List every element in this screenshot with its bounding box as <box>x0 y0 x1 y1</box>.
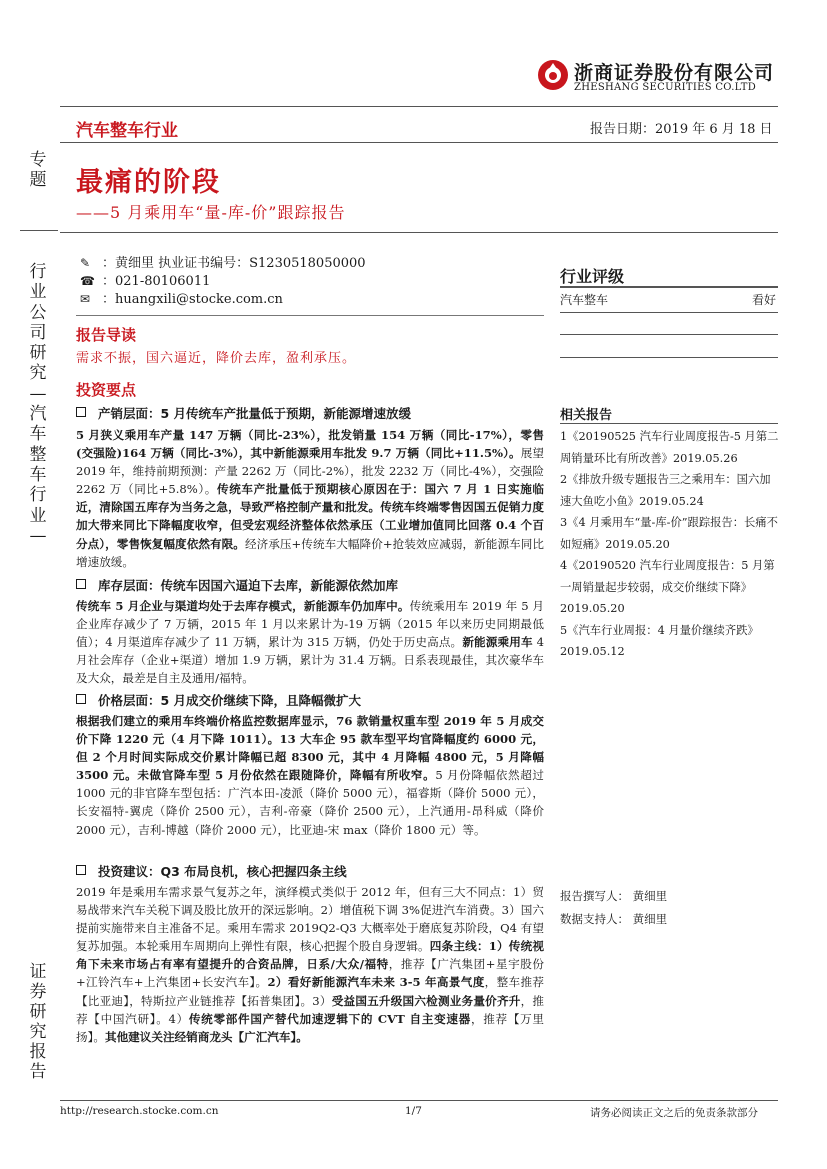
paragraph-run: 根据我们建立的乘用车终端价格监控数据库显示，76 款销量权重车型 2019 年 5 月成交价下降 1220 元（4 月下降 1011）。13 大车企 95 款车型平均官降幅度约 6000 元，但 2 个月时间实际成交价累计降幅已超 8300 元，其中 4 月降幅 4800 元，5 月降幅 3500 元。未做官降车型 5 月份依然在跟随降价，降幅有所收窄。 <box>76 714 544 783</box>
paragraph-run: 5 月狭义乘用车产量 147 万辆（同比-23%），批发销量 154 万辆（同比-17%），零售(交强险)164 万辆（同比-3%），其中新能源乘用车批发 9.7 万辆（同比+11.5%）。 <box>76 428 544 461</box>
rating-title: 行业评级 <box>560 267 625 286</box>
phone-icon: ☎ <box>80 274 95 288</box>
highlight-body-3 <box>76 712 544 839</box>
checkbox-icon <box>76 865 86 875</box>
highlight-body-1 <box>76 426 544 571</box>
rating-top-line <box>560 286 778 288</box>
analyst-phone: ：021-80106011 <box>102 274 211 289</box>
paragraph-run: 传统乘用车 2019 年 5 月企业库存减少了 7 万辆，2015 年 1 月以来累计为-19 万辆（2015 年以来历史同期最低值）；4 月渠道库存减少了 11 万辆，累计为 315 万辆，仍处于历史高点。 <box>76 599 544 650</box>
analyst-email[interactable]: ：huangxili@stocke.com.cn <box>102 292 283 307</box>
header-divider <box>60 106 778 107</box>
pen-icon: ✎ <box>80 256 91 270</box>
paragraph-run: ，整车推荐【比亚迪】，特斯拉产业链推荐【拓普集团】。3） <box>76 975 544 1008</box>
rating-line-2 <box>560 334 778 335</box>
side-label-topic: 专题 <box>29 150 47 190</box>
checkbox-icon <box>76 579 86 589</box>
related-report-item[interactable]: 5《汽车行业周报：4 月量价继续齐跌》2019.05.12 <box>560 623 759 658</box>
subtitle-divider <box>60 232 778 233</box>
paragraph-run: ，推荐【万里扬】。 <box>76 1011 544 1044</box>
related-report-item[interactable]: 2《排放升级专题报告三之乘用车：国六加速大鱼吃小鱼》2019.05.24 <box>560 473 771 508</box>
company-name-cn: 浙商证券股份有限公司 <box>574 62 775 84</box>
footer-url[interactable]: http://research.stocke.com.cn <box>60 1105 219 1117</box>
email-line <box>80 291 283 308</box>
related-report-item[interactable]: 3《4 月乘用车“量-库-价”跟踪报告：长痛不如短痛》2019.05.20 <box>560 516 778 551</box>
rating-row <box>560 291 776 308</box>
rating-line-3 <box>560 357 778 358</box>
report-date: 报告日期：2019 年 6 月 18 日 <box>590 122 773 137</box>
report-subtitle: ——5 月乘用车“量-库-价”跟踪报告 <box>76 203 346 222</box>
checkbox-icon <box>76 407 86 417</box>
guide-text: 需求不振，国六逼近，降价去库，盈利承压。 <box>76 351 357 366</box>
related-report-item[interactable]: 1《20190525 汽车行业周度报告-5 月第二周销量环比有所改善》2019.05.26 <box>560 430 779 465</box>
highlights-title: 投资要点 <box>76 381 137 399</box>
title-divider <box>60 142 778 143</box>
paragraph-run: 传统车 5 月企业与渠道均处于去库存模式，新能源车仍加库中。 <box>76 599 410 613</box>
contact-divider <box>76 315 544 316</box>
company-logo-icon <box>536 58 570 92</box>
side-label-report-type: 证券研究报告 <box>29 962 47 1082</box>
phone-line <box>80 273 210 290</box>
paragraph-run: 其他建议关注经销商龙头【广汇汽车】。 <box>104 1029 308 1044</box>
highlight-head-4: 投资建议：Q3 布局良机，核心把握四条主线 <box>76 862 347 880</box>
rating-line-1 <box>560 312 778 313</box>
page-number: 1/7 <box>405 1105 422 1117</box>
paragraph-run: 2019 年是乘用车需求景气复苏之年，演绎模式类似于 2012 年，但有三大不同点：1）贸易战带来汽车关税下调及股比放开的深远影响。2）增值税下调 3%促进汽车消费。3）国六提前实施带来自主准备不足。乘用车需求 2019Q2-Q3 大概率处于磨底复苏阶段，Q4 有望复苏加强。本轮乘用车周期向上弹性有限，核心把握个股自身逻辑。 <box>76 885 544 954</box>
paragraph-run: 四条主线：1）传统视角下未来市场占有率有望提升的合资品牌，日系/大众/福特 <box>76 939 544 972</box>
paragraph-run: ，推荐【广汽集团+星宇股份+江铃汽车+上汽集团+长安汽车】。 <box>76 957 544 990</box>
paragraph-run: 5 月份降幅依然超过 1000 元的非官降车型包括：广汽本田-凌派（降价 5000 元），福睿斯（降价 5000 元），长安福特-翼虎（降价 2500 元），吉利-帝豪（降价 2500 元），上汽通用-昂科威（降价 2000 元），吉利-博越（降价 2000 元），比亚迪-宋 max（降价 1800 元）等。 <box>76 768 545 837</box>
highlight-body-2 <box>76 597 544 687</box>
company-name-en: ZHESHANG SECURITIES CO.LTD <box>574 82 757 93</box>
paragraph-run: 传统车产批量低于预期核心原因在于：国六 7 月 1 日实施临近，清除国五库存为当务之急，导致严格控制产量和批发。传统车终端零售因国五促销力度加大带来同比下降幅度收窄，但受宏观经济整体依然承压（工业增加值同比回落 0.4 个百分点），零售恢复幅度依然有限。 <box>76 482 545 551</box>
analyst-name: ：黄细里 执业证书编号：S1230518050000 <box>102 256 366 271</box>
analyst-line <box>80 255 366 272</box>
footer-divider <box>60 1100 778 1101</box>
industry-label: 汽车整车行业 <box>76 121 178 141</box>
paragraph-run: 展望 2019 年，维持前期预测：产量 2262 万（同比-2%），批发 2232 万（同比-4%），交强险 2262 万（同比+5.8%）。 <box>76 446 544 497</box>
side-label-category: 行业公司研究—汽车整车行业— <box>29 262 47 546</box>
highlight-head-3: 价格层面：5 月成交价继续下降，且降幅微扩大 <box>76 691 361 709</box>
footer-disclaimer: 请务必阅读正文之后的免责条款部分 <box>590 1107 758 1119</box>
report-title: 最痛的阶段 <box>76 167 221 198</box>
rating-value: 看好 <box>751 293 776 307</box>
highlight-body-4 <box>76 883 544 1046</box>
highlight-head-1: 产销层面：5 月传统车产批量低于预期，新能源增速放缓 <box>76 404 411 422</box>
highlight-head-2: 库存层面：传统车因国六逼迫下去库，新能源依然加库 <box>76 576 398 594</box>
report-writer: 报告撰写人： 黄细里 <box>560 889 668 903</box>
checkbox-icon <box>76 694 86 704</box>
guide-title: 报告导读 <box>76 326 137 344</box>
data-supporter: 数据支持人： 黄细里 <box>560 912 668 926</box>
paragraph-run: 4 月社会库存（企业+渠道）增加 1.9 万辆，累计为 31.4 万辆。日系表现最佳，其次豪华车及大众，最差是自主及通用/福特。 <box>76 635 544 686</box>
paragraph-run: 2）看好新能源汽车未来 3-5 年高景气度 <box>267 975 485 990</box>
paragraph-run: 受益国五升级国六检测业务量价齐升 <box>331 993 521 1008</box>
related-report-item[interactable]: 4《20190520 汽车行业周度报告：5 月第一周销量起步较弱，成交价继续下降》2019.05.20 <box>560 559 775 615</box>
envelope-icon: ✉ <box>80 292 91 306</box>
rating-sector: 汽车整车 <box>560 293 609 307</box>
paragraph-run: ，推荐【中国汽研】。4） <box>76 993 544 1026</box>
side-divider-1 <box>20 230 58 231</box>
related-divider <box>560 423 778 424</box>
paragraph-run: 新能源乘用车 <box>462 635 533 650</box>
paragraph-run: 传统零部件国产替代加速逻辑下的 CVT 自主变速器 <box>188 1011 471 1026</box>
related-reports-list <box>560 426 780 663</box>
related-reports-title: 相关报告 <box>560 408 613 423</box>
paragraph-run: 经济承压+传统车大幅降价+抢装效应减弱，新能源车同比增速放缓。 <box>76 536 544 569</box>
